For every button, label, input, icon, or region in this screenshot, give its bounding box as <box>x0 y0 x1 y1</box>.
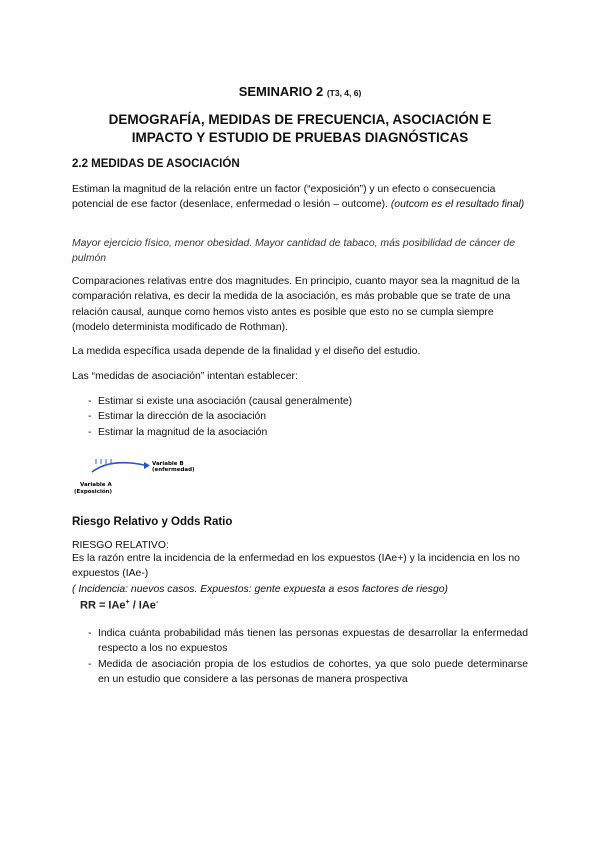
page-subtitle <box>60 111 540 147</box>
title-suffix: (T3, 4, 6) <box>326 88 362 98</box>
paragraph-specific-measure: La medida específica usada depende de la finalidad y el diseño del estudio. <box>72 346 421 357</box>
paragraph-examples: Mayor ejercicio físico, menor obesidad. Mayor cantidad de tabaco, más posibilidad de cáncer de pulmón <box>72 238 515 265</box>
variable-b-sublabel: (enfermedad) <box>152 467 195 473</box>
paragraph-definition-note: (outcom es el resultado final) <box>390 199 525 211</box>
paragraph-comparisons: Comparaciones relativas entre dos magnitudes. En principio, cuanto mayor sea la magnitud de la comparación relativa, es decir la medida de la asociación, es más probable que se trate de una relación causal, aunque como hemos visto antes es posible que esto no se cumpla siempre (modelo determinista modificado de Rothman). <box>72 276 520 334</box>
exposure-tick-marks <box>96 459 111 464</box>
association-arrow <box>92 463 144 472</box>
rr-formula: RR = IAe+ / IAe- <box>80 599 159 612</box>
arrow-head-icon <box>144 462 150 469</box>
paragraph-measures-intro: Las “medidas de asociación” intentan establecer: <box>72 371 298 382</box>
list-item: - Indica cuánta probabilidad más tienen las personas expuestas de desarrollar la enfermedad respecto a los no expuestos <box>88 628 528 655</box>
title-text: SEMINARIO 2 <box>238 84 324 99</box>
rr-bullet-list <box>72 626 528 688</box>
rr-definition: Es la razón entre la incidencia de la enfermedad en los expuestos (IAe+) y la incidencia en los no expuestos (IAe-) <box>72 553 520 580</box>
paragraph-definition <box>72 182 528 213</box>
association-diagram <box>70 452 200 504</box>
list-item: - Estimar si existe una asociación (causal generalmente) <box>88 396 353 407</box>
paragraph-definition-text: Estiman la magnitud de la relación entre un factor (“exposición”) y un efecto o consecuencia potencial de ese factor (desenlace, enfermedad o lesión – outcome). <box>72 184 496 211</box>
variable-b-label: Variable B <box>152 461 184 467</box>
list-item: - Estimar la magnitud de la asociación <box>88 426 268 438</box>
list-item: - Medida de asociación propia de los estudios de cohortes, ya que solo puede determinarse en un estudio que considere a las personas de manera prospectiva <box>88 658 528 686</box>
subtitle-line-1: DEMOGRAFÍA, MEDIDAS DE FRECUENCIA, ASOCIACIÓN E <box>108 112 492 127</box>
rr-label: RIESGO RELATIVO: <box>72 540 169 551</box>
variable-a-label: Variable A <box>80 482 112 488</box>
page-title <box>0 84 600 99</box>
subtitle-line-2: IMPACTO Y ESTUDIO DE PRUEBAS DIAGNÓSTICAS <box>131 130 469 145</box>
section-heading-medidas-asociacion: 2.2 MEDIDAS DE ASOCIACIÓN <box>72 158 240 170</box>
measures-bullet-list <box>72 394 528 440</box>
rr-incidence-note: ( Incidencia: nuevos casos. Expuestos: gente expuesta a esos factores de riesgo) <box>72 584 449 595</box>
variable-a-sublabel: (Exposición) <box>74 489 113 495</box>
list-item: - Estimar la dirección de la asociación <box>88 411 267 423</box>
section-heading-riesgo-relativo: Riesgo Relativo y Odds Ratio <box>72 516 233 528</box>
